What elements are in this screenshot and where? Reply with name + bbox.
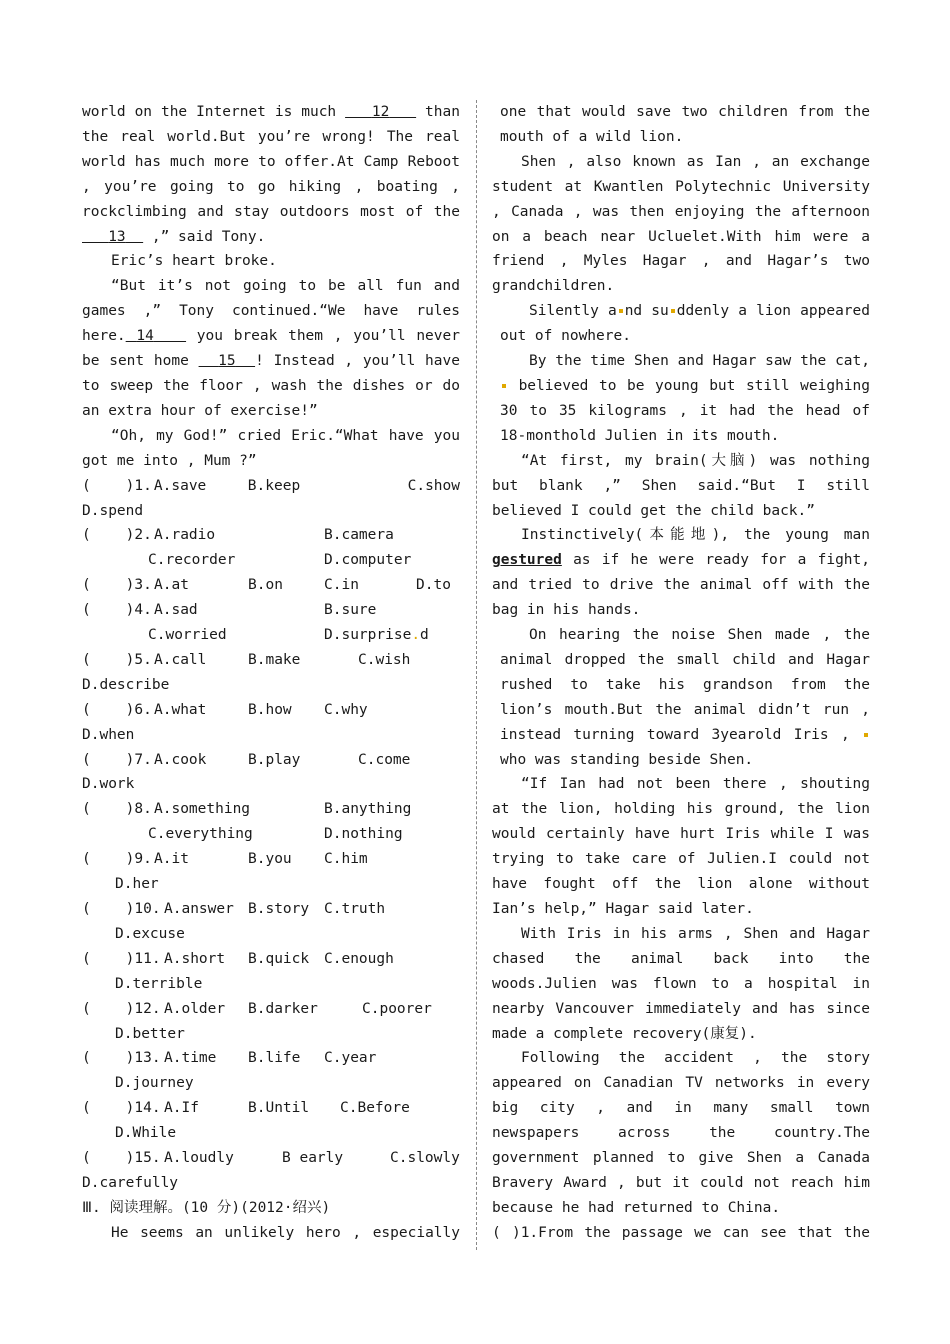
paragraph-unlikely-hero: He seems an unlikely hero , especially [111,1224,460,1241]
answer-blank[interactable]: ( )15. [82,1150,161,1167]
answer-blank[interactable]: ( )6. [82,701,152,718]
paragraph-shen-intro: Shen , also known as Ian , an exchange student at Kwantlen Polytechnic University , Canada , was then enjoying the afternoon on a beach near Ucluelet.With him were a friend , Myles Hagar , and Hagar’s two grandchildren. [492,153,870,295]
highlight-mark [864,733,868,737]
option-c: C.why [324,701,368,718]
answer-blank[interactable]: ( )10. [82,901,161,917]
answer-blank[interactable]: ( )3. [82,577,152,594]
option-d: D.when [82,726,135,743]
option-b: B.darker [248,1000,318,1017]
option-b: B.story [248,901,310,917]
option-c: C.show [407,477,460,494]
option-a: A.what [154,701,207,718]
option-b: B.you [248,851,292,868]
option-a: A.call [154,651,207,668]
option-c: C.poorer [362,1000,432,1017]
question-2 [82,523,460,573]
option-a: A.something [154,801,251,818]
question-9 [82,847,460,897]
option-d: D.nothing [324,826,403,843]
question-11 [82,947,460,997]
answer-blank[interactable]: ( )12. [82,1000,161,1017]
option-b: B.on [248,577,283,594]
blank-15: 15 [218,353,236,370]
option-a: A.sad [154,602,198,619]
gestured-word: gestured [492,552,562,569]
option-b: B early [282,1150,344,1167]
question-14 [82,1096,460,1146]
question-7 [82,748,460,798]
option-d: D.spend [82,502,144,519]
question-15 [82,1146,460,1196]
option-b: B.life [248,1050,301,1067]
paragraph-blank-14-15: “But it’s not going to be all fun and games ,” Tony continued.“We have rules here. 14 you break them , you’ll never be sent home 15 ! Instead , you’ll have to sweep the floor , wash the dishes or do an extra hour of exercise!” [82,278,460,419]
question-12 [82,997,460,1047]
option-a: A.radio [154,527,216,544]
highlight-mark [619,309,623,313]
paragraph-by-the-time: By the time Shen and Hagar saw the cat, believed to be young but still weighing 30 to 35 kilograms , it had the head of 18-monthold Julien in its mouth. [500,353,870,444]
option-d: D.surprise.d [324,627,429,644]
answer-blank[interactable]: ( )11. [82,950,161,967]
option-a: A.save [153,477,207,494]
option-d: D.computer [324,552,412,569]
option-a: A.it [154,851,189,868]
option-d: D.While [115,1125,177,1142]
paragraph-with-iris: With Iris in his arms , Shen and Hagar chased the animal back into the woods.Julien was flown to a hospital in nearby Vancouver immediately and has since made a complete recovery(康复). [492,925,870,1042]
option-c: C.slowly [390,1150,460,1167]
question-13 [82,1046,460,1096]
question-3 [82,573,460,598]
option-b: B.sure [324,602,377,619]
option-a: A.cook [154,751,207,768]
option-a: A.short [164,950,226,967]
option-c: C.enough [324,950,394,967]
option-c: C.in [324,577,359,594]
text: than the real world.But you’re wrong! The real world has much more to offer.At Camp Reboot , you’re going to go hiking , boating , rockclimbing and stay outdoors most of the [82,104,460,220]
option-c: C.everything [148,826,253,843]
highlight-mark [502,384,506,388]
paragraph-eric-heart: Eric’s heart broke. [111,253,277,270]
option-c: C.year [324,1050,377,1067]
answer-blank[interactable]: ( )8. [82,801,152,818]
option-d: D.to [416,577,451,594]
paragraph-on-hearing: On hearing the noise Shen made , the animal dropped the small child and Hagar rushed to take his grandson from the lion’s mouth.But the animal didn’t run , instead turning toward 3yearold Iris , who was standing beside Shen. [500,627,870,768]
question-4 [82,598,460,648]
answer-blank[interactable]: ( )14. [82,1100,161,1117]
option-a: A.loudly [164,1150,234,1167]
paragraph-at-first: “At first, my brain(大脑) was nothing but blank ,” Shen said.“But I still believed I could get the child back.” [492,452,870,519]
option-d: D.describe [82,676,170,693]
question-6 [82,698,460,748]
section-heading: Ⅲ. 阅读理解。(10 分)(2012·绍兴) [82,1199,331,1216]
paragraph-instinctively: Instinctively(本能地), the young man gestured as if he were ready for a fight, and tried to drive the animal off with the bag in his hands. [492,527,870,619]
option-d: D.terrible [115,975,203,992]
right-column [492,100,870,1246]
question-10 [82,897,460,947]
option-d: D.better [115,1025,185,1042]
option-b: B.Until [248,1100,310,1117]
option-b: B.play [248,751,301,768]
blank-12: 12 [371,104,390,120]
option-c: C.truth [324,901,386,917]
option-b: B.keep [247,477,301,494]
answer-blank[interactable]: ( )7. [82,751,152,768]
answer-blank[interactable]: ( )2. [82,527,152,544]
option-a: A.answer [164,901,234,917]
reading-question-1[interactable]: ( )1.From the passage we can see that the [492,1224,870,1241]
option-b: B.how [248,701,292,718]
option-c: C.worried [148,627,227,644]
highlight-mark [671,309,675,313]
option-a: A.older [164,1000,226,1017]
option-d: D.work [82,776,135,793]
blank-13: 13 [108,228,126,245]
option-c: C.Before [340,1100,410,1117]
option-b: B.camera [324,527,394,544]
option-a: A.If [164,1100,199,1117]
left-column [82,100,460,1246]
paragraph-blank-12-13 [82,100,460,249]
option-c: C.recorder [148,552,236,569]
paragraph-if-ian: “If Ian had not been there , shouting at the lion, holding his ground, the lion would certainly have hurt Iris while I was trying to take care of Julien.I could not have fought off the lion alone without Ian’s help,” Hagar said later. [492,776,870,917]
option-c: C.come [358,751,411,768]
answer-blank[interactable]: ( )5. [82,651,152,668]
text: world on the Internet is much [82,104,346,120]
option-b: B.quick [248,950,310,967]
option-d: D.excuse [115,925,185,942]
blank-14: 14 [136,328,154,345]
answer-blank[interactable]: ( )13. [82,1050,161,1067]
option-d: D.her [115,876,159,893]
option-d: D.carefully [82,1174,179,1191]
answer-blank[interactable]: ( )9. [82,851,152,868]
paragraph-oh-my-god: “Oh, my God!” cried Eric.“What have you got me into , Mum ?” [82,427,460,469]
option-d: D.journey [115,1075,194,1092]
option-b: B.anything [324,801,412,818]
question-1 [82,474,460,524]
paragraph-following: Following the accident , the story appeared on Canadian TV networks in every big city , and in many small town newspapers across the country.The government planned to give Shen a Canada Bravery Award , but it could not reach him because he had returned to China. [492,1050,870,1216]
option-a: A.at [154,577,189,594]
text: ,” said Tony. [143,228,266,245]
column-divider [476,100,477,1250]
option-c: C.him [324,851,368,868]
option-c: C.wish [358,651,411,668]
paragraph-one-that: one that would save two children from the mouth of a wild lion. [500,104,870,145]
option-b: B.make [248,651,301,668]
answer-blank[interactable]: ( )1. [82,477,152,494]
option-a: A.time [164,1050,217,1067]
question-5 [82,648,460,698]
paragraph-silently: Silently a nd su ddenly a lion appeared out of nowhere. [500,303,870,345]
question-8 [82,797,460,847]
answer-blank[interactable]: ( )4. [82,602,152,619]
